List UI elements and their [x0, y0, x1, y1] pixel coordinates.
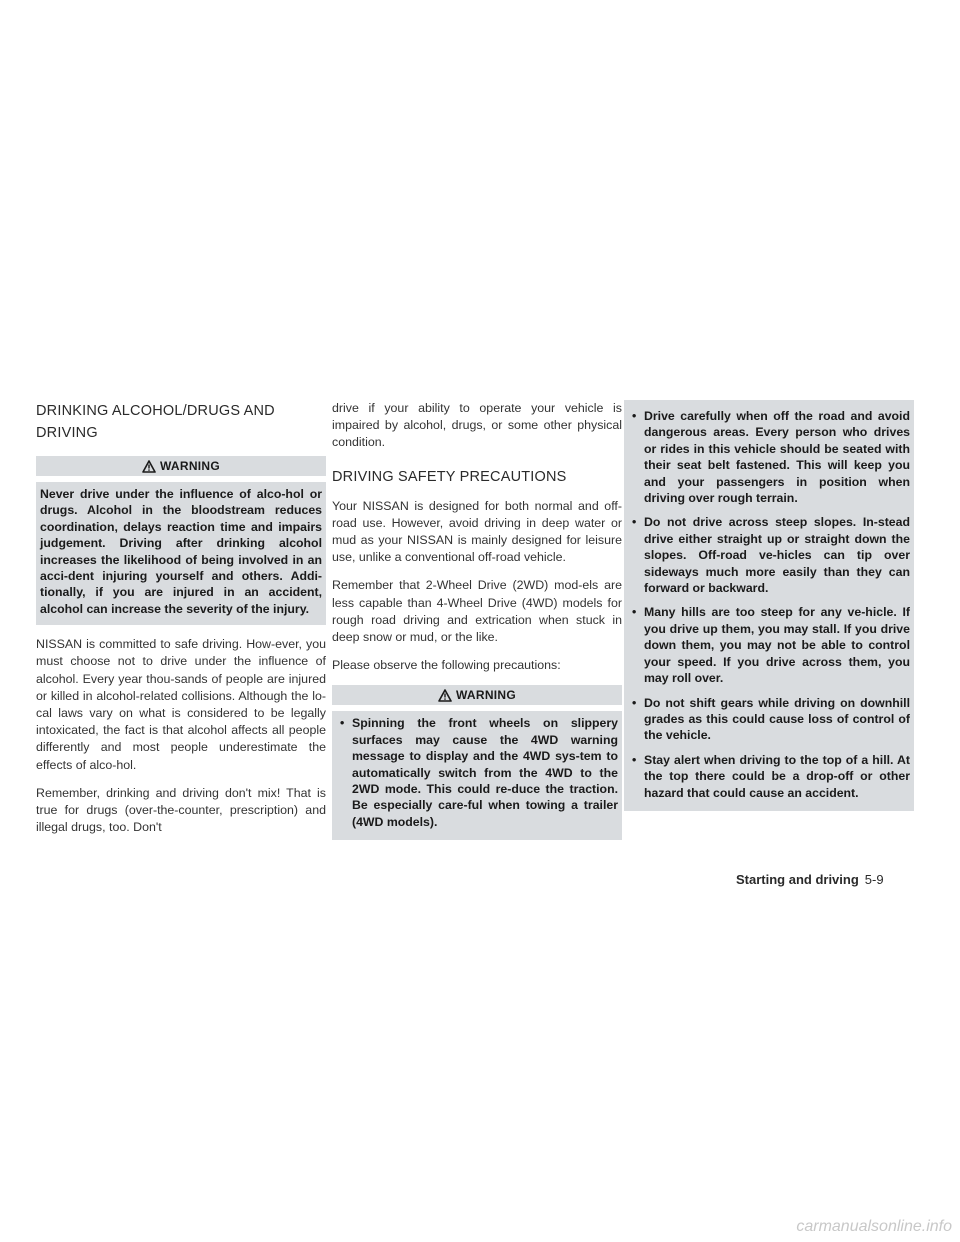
warning-list: [628, 408, 910, 801]
warning-list: [336, 715, 618, 830]
paragraph: Your NISSAN is designed for both normal and off-road use. However, avoid driving in deep water or mud as your NISSAN is mainly designed for leisure use, unlike a conventional off-road vehicle.: [332, 498, 622, 565]
section-title-safety: DRIVING SAFETY PRECAUTIONS: [332, 468, 567, 485]
footer-section-name: Starting and driving: [736, 872, 859, 887]
warning-label: WARNING: [159, 459, 221, 473]
footer-page-number: 5-9: [864, 872, 884, 887]
warning-item: • Many hills are too steep for any ve-hicle. If you drive up them, you may stall. If you drive down them, you may not be able to control your speed. If you drive across them, you may roll over.: [628, 604, 910, 686]
warning-box-alcohol: [36, 456, 326, 625]
paragraph: Please observe the following precautions:: [332, 658, 561, 673]
warning-item: • Do not drive across steep slopes. In-stead drive either straight up or straight down the slopes. Off-road ve-hicles can tip over sideways much more easily than they can forward or backward.: [628, 514, 910, 596]
warning-box-4wd: [332, 685, 622, 840]
warning-label: WARNING: [455, 688, 517, 703]
watermark: carmanualsonline.info: [796, 1218, 952, 1235]
warning-triangle-icon: [142, 460, 156, 473]
warning-item: • Spinning the front wheels on slippery surfaces may cause the 4WD warning message to display and the 4WD sys-tem to automatically switch from the 4WD to the 2WD mode. This could re-duce the traction. Be especially care-ful when towing a trailer (4WD models).: [336, 715, 618, 830]
warning-box-offroad: [624, 400, 914, 811]
page-footer: [736, 872, 916, 887]
warning-text: Never drive under the influence of alco-hol or drugs. Alcohol in the bloodstream reduces coordination, delays reaction time and impairs judgement. Driving after drinking alcohol increases the likelihood of being involved in an acci-dent injuring yourself and others. Addi-tionally, if you are injured in an accident, alcohol can increase the severity of the injury.: [40, 487, 322, 616]
paragraph: Remember, drinking and driving don't mix! That is true for drugs (over-the-counter, prescription) and illegal drugs, too. Don't: [36, 785, 326, 835]
paragraph: NISSAN is committed to safe driving. How-ever, you must choose not to drive under the influence of alcohol. Every year thou-sands of people are injured or killed in alcohol-related collisions. Although the lo-cal laws vary on what is considered to be legally intoxicated, the fact is that alcohol affects all people differently and most people underestimate the effects of alco-hol.: [36, 637, 326, 772]
warning-item: • Do not shift gears while driving on downhill grades as this could cause loss of control of the vehicle.: [628, 695, 910, 744]
left-column: [36, 400, 326, 847]
right-column: [624, 400, 914, 822]
warning-triangle-icon: [438, 689, 452, 702]
warning-header: [36, 456, 326, 482]
warning-item: • Stay alert when driving to the top of a hill. At the top there could be a drop-off or other hazard that could cause an accident.: [628, 752, 910, 801]
paragraph-continued: drive if your ability to operate your vehicle is impaired by alcohol, drugs, or some other physical condition.: [332, 401, 622, 450]
section-title-drinking: DRINKING ALCOHOL/DRUGS AND DRIVING: [36, 403, 275, 441]
warning-item: • Drive carefully when off the road and avoid dangerous areas. Every person who drives or rides in this vehicle should be seated with their seat belt fastened. This will keep you and your passengers in position when driving over rough terrain.: [628, 408, 910, 506]
paragraph: Remember that 2-Wheel Drive (2WD) mod-els are less capable than 4-Wheel Drive (4WD) models for rough road driving and extrication when stuck in deep snow or mud, or the like.: [332, 578, 622, 645]
warning-header: [332, 685, 622, 711]
middle-column: [332, 400, 622, 851]
